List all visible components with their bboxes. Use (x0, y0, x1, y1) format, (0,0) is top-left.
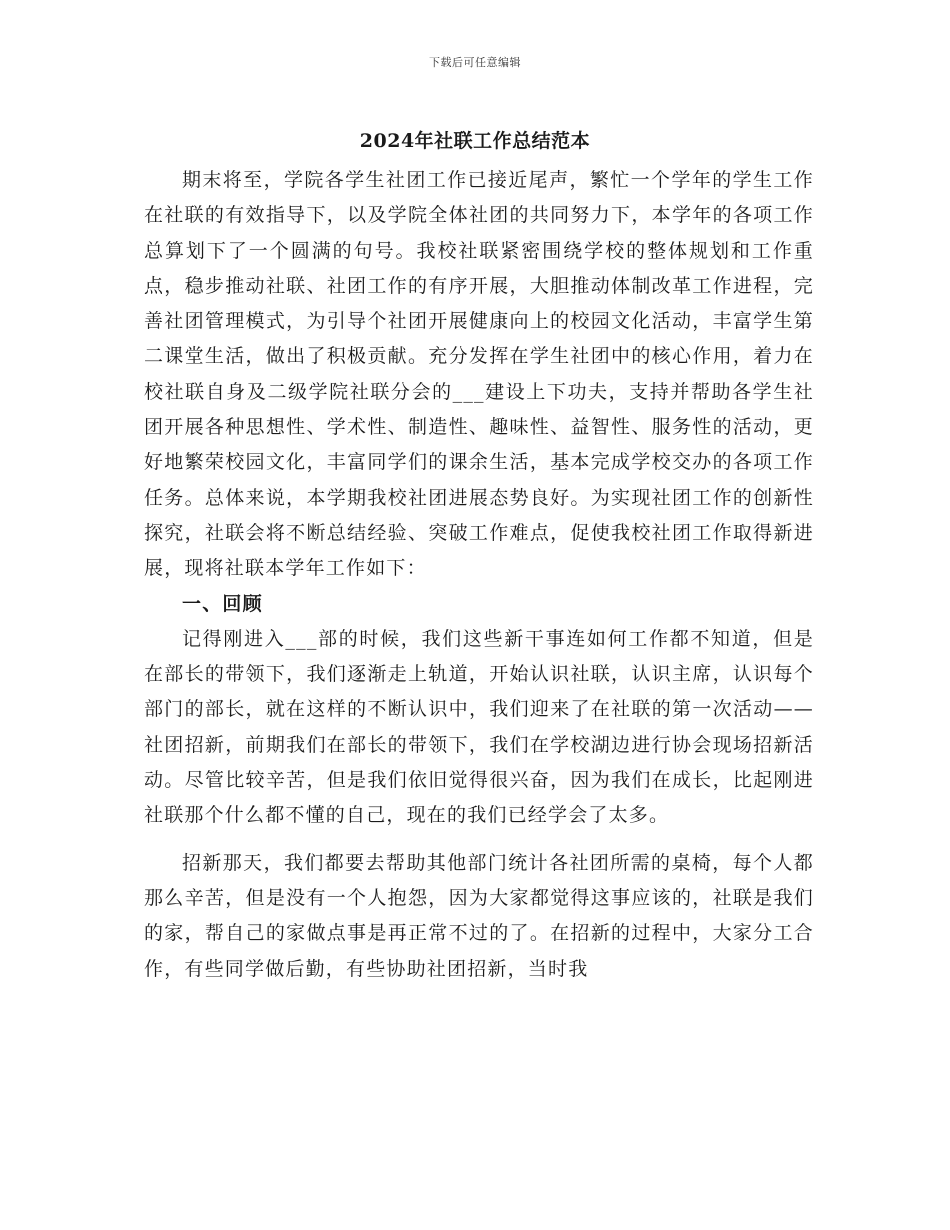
section-heading-review: 一、回顾 (182, 592, 263, 615)
page-header-note: 下载后可任意编辑 (429, 56, 521, 69)
document-body (144, 163, 814, 987)
paragraph-review-2: 招新那天，我们都要去帮助其他部门统计各社团所需的桌椅，每个人都那么辛苦，但是没有一个人抱怨，因为大家都觉得这事应该的，社联是我们的家，帮自己的家做点事是再正常不过的了。在招新的过程中，大家分工合作，有些同学做后勤，有些协助社团招新，当时我 (144, 851, 814, 980)
paragraph-review-1: 记得刚进入___部的时候，我们这些新干事连如何工作都不知道，但是在部长的带领下，我们逐渐走上轨道，开始认识社联，认识主席，认识每个部门的部长，就在这样的不断认识中，我们迎来了在社联的第一次活动——社团招新，前期我们在部长的带领下，我们在学校湖边进行协会现场招新活动。尽管比较辛苦，但是我们依旧觉得很兴奋，因为我们在成长，比起刚进社联那个什么都不懂的自己，现在的我们已经学会了太多。 (144, 627, 814, 827)
paragraph-intro: 期末将至，学院各学生社团工作已接近尾声，繁忙一个学年的学生工作在社联的有效指导下，以及学院全体社团的共同努力下，本学年的各项工作总算划下了一个圆满的句号。我校社联紧密围绕学校的整体规划和工作重点，稳步推动社联、社团工作的有序开展，大胆推动体制改革工作进程，完善社团管理模式，为引导个社团开展健康向上的校园文化活动，丰富学生第二课堂生活，做出了积极贡献。充分发挥在学生社团中的核心作用，着力在校社联自身及二级学院社联分会的___建设上下功夫，支持并帮助各学生社团开展各种思想性、学术性、制造性、趣味性、益智性、服务性的活动，更好地繁荣校园文化，丰富同学们的课余生活，基本完成学校交办的各项工作任务。总体来说，本学期我校社团进展态势良好。为实现社团工作的创新性探究，社联会将不断总结经验、突破工作难点，促使我校社团工作取得新进展，现将社联本学年工作如下： (144, 169, 814, 580)
document-title: 2024年社联工作总结范本 (359, 130, 591, 152)
